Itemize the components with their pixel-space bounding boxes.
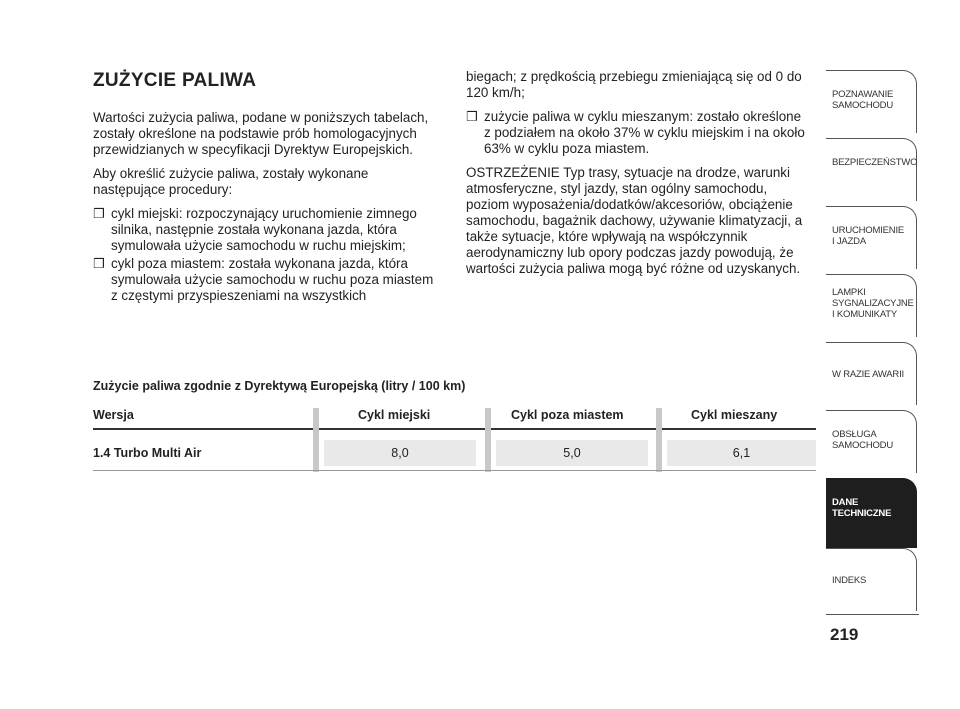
header-version: Wersja [93, 408, 134, 422]
bullet-urban-cycle [93, 206, 443, 254]
tabs-bottom-rule [826, 614, 919, 615]
header-extra-urban: Cykl poza miastem [511, 408, 624, 422]
bullet-text: cykl poza miastem: została wykonana jazda, która symulowała użycie samochodu w ruchu poza miastem z częstymi przyspieszeniami na wszystkich [111, 256, 434, 303]
page-number: 219 [830, 625, 859, 644]
intro-paragraph: Wartości zużycia paliwa, podane w poniższych tabelach, zostały określone na podstawie prób homologacyjnych przewidzianych w specyfikacji Dyrektyw Europejskich. [93, 110, 429, 157]
cell-version: 1.4 Turbo Multi Air [93, 446, 202, 460]
warning-paragraph: OSTRZEŻENIE Typ trasy, sytuacje na drodze, warunki atmosferyczne, styl jazdy, stan ogólny samochodu, poziom wyposażenia/dodatków/akcesoriów, obciążenie samochodu, bagażnik dachowy, używanie klimatyzacji, a także sytuacje, które wpływają na współczynnik aerodynamiczny lub opory podczas jazdy powodują, że wartości zużycia paliwa mogą być różne od uzyskanych. [466, 165, 803, 276]
bullet-continuation: biegach; z prędkością przebiegu zmieniającą się od 0 do 120 km/h; [466, 69, 802, 100]
tab-bezpieczenstwo[interactable]: BEZPIECZEŃSTWO [826, 138, 917, 201]
bullet-combined-cycle [466, 109, 811, 157]
tab-indeks[interactable]: INDEKS [826, 548, 917, 611]
tab-lampki-sygnalizacyjne[interactable]: LAMPKI SYGNALIZACYJNE I KOMUNIKATY [826, 274, 917, 337]
cell-extra-urban: 5,0 [496, 440, 648, 466]
page-title: ZUŻYCIE PALIWA [93, 70, 257, 91]
tab-obsluga-samochodu[interactable]: OBSŁUGA SAMOCHODU [826, 410, 917, 473]
table-caption: Zużycie paliwa zgodnie z Dyrektywą Europejską (litry / 100 km) [93, 379, 466, 393]
procedure-intro: Aby określić zużycie paliwa, zostały wykonane następujące procedury: [93, 166, 369, 197]
checkbox-bullet-icon: ❒ [93, 206, 105, 221]
tab-w-razie-awarii[interactable]: W RAZIE AWARII [826, 342, 917, 405]
header-combined: Cykl mieszany [691, 408, 778, 422]
tab-dane-techniczne[interactable]: DANE TECHNICZNE [826, 478, 917, 548]
left-column [93, 110, 443, 306]
table-header [93, 404, 816, 428]
table-bottom-rule [93, 470, 816, 471]
header-urban: Cykl miejski [358, 408, 431, 422]
bullet-text: zużycie paliwa w cyklu mieszanym: zostało określone z podziałem na około 37% w cyklu miejskim i na około 63% w cyklu poza miastem. [484, 109, 805, 156]
checkbox-bullet-icon: ❒ [93, 256, 105, 271]
tab-poznawanie-samochodu[interactable]: POZNAWANIE SAMOCHODU [826, 70, 917, 133]
cell-combined: 6,1 [667, 440, 816, 466]
bullet-text: cykl miejski: rozpoczynający uruchomienie zimnego silnika, następnie została wykonana jazda, która symulowała użycie samochodu w ruchu miejskim; [111, 206, 417, 253]
cell-urban: 8,0 [324, 440, 476, 466]
tab-uruchomienie-i-jazda[interactable]: URUCHOMIENIE I JAZDA [826, 206, 917, 269]
table-row [93, 436, 816, 466]
header-divider [93, 428, 816, 430]
right-column [466, 69, 811, 285]
bullet-extra-urban-cycle [93, 256, 443, 304]
fuel-consumption-table [93, 404, 816, 460]
checkbox-bullet-icon: ❒ [466, 109, 478, 124]
